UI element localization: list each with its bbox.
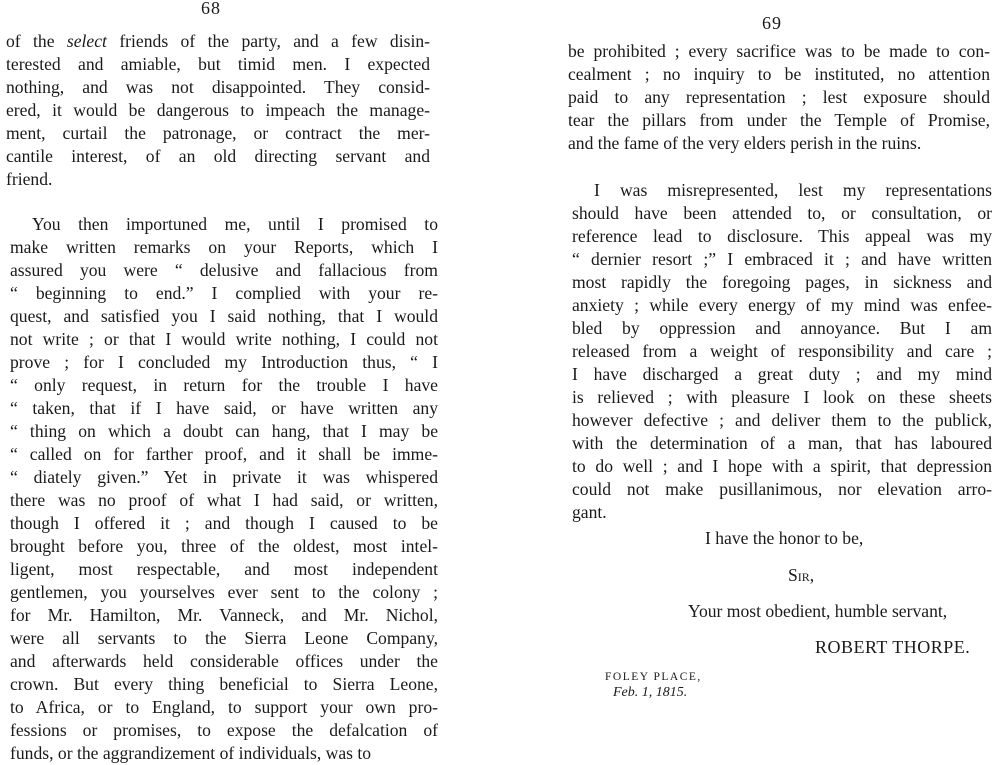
- text-line: quest, and satisfied you I said nothing, that I would: [10, 306, 438, 326]
- text-line: terested and amiable, but timid men. I expected: [6, 54, 430, 74]
- text-line: friend.: [6, 169, 53, 189]
- signature: ROBERT THORPE.: [815, 637, 971, 657]
- text-line: I have discharged a great duty ; and my mind: [572, 364, 992, 384]
- closing-servant: Your most obedient, humble servant,: [688, 601, 948, 621]
- text-line: be prohibited ; every sacrifice was to be made to con-: [568, 41, 990, 61]
- text-line: should have been attended to, or consultation, or: [572, 203, 992, 223]
- text-line: could not make pusillanimous, nor elevation arro-: [572, 479, 992, 499]
- text-line: “ thing on which a doubt can hang, that I may be: [10, 421, 438, 441]
- text-line: crown. But every thing beneficial to Sierra Leone,: [10, 674, 438, 694]
- text-line: released from a weight of responsibility and care ;: [572, 341, 992, 361]
- right-paragraph-1: [568, 40, 990, 155]
- text-line: not write ; or that I would write nothing, I could not: [10, 329, 438, 349]
- text-line: with the determination of a man, that has laboured: [572, 433, 992, 453]
- right-page: [530, 0, 1000, 762]
- text-line: assured you were “ delusive and fallacious from: [10, 260, 438, 280]
- date: Feb. 1, 1815.: [613, 685, 688, 700]
- text-line: ered, it would be dangerous to impeach the manage-: [6, 100, 430, 120]
- left-page: [0, 0, 470, 762]
- text-line: funds, or the aggrandizement of individuals, was to: [10, 743, 372, 763]
- right-paragraph-2: [572, 179, 992, 524]
- text-line: there was no proof of what I had said, or written,: [10, 490, 438, 510]
- closing-honor: I have the honor to be,: [705, 528, 864, 548]
- text-line: anxiety ; while every energy of my mind was enfee-: [572, 295, 992, 315]
- text-line: brought before you, three of the oldest, most intel-: [10, 536, 438, 556]
- text-line: and afterwards held considerable offices under the: [10, 651, 438, 671]
- closing-salutation: Sir,: [788, 565, 815, 585]
- text-line: “ only request, in return for the trouble I have: [10, 375, 438, 395]
- text-line: to Africa, or to England, to support your own pro-: [10, 697, 438, 717]
- text-line: “ diately given.” Yet in private it was whispered: [10, 467, 438, 487]
- text-line: “ beginning to end.” I complied with your re-: [10, 283, 438, 303]
- text-line: cantile interest, of an old directing servant and: [6, 146, 430, 166]
- text-line: were all servants to the Sierra Leone Company,: [10, 628, 438, 648]
- text-line: ment, curtail the patronage, or contract the mer-: [6, 123, 430, 143]
- left-paragraph-1: [6, 30, 430, 191]
- text-line: paid to any representation ; lest exposure should: [568, 87, 990, 107]
- text-line: bled by oppression and annoyance. But I am: [572, 318, 992, 338]
- text-line: “ dernier resort ;” I embraced it ; and have written: [572, 249, 992, 269]
- text-line: and the fame of the very elders perish in the ruins.: [568, 133, 922, 153]
- page-number-right: 69: [762, 13, 782, 33]
- text-line: for Mr. Hamilton, Mr. Vanneck, and Mr. Nichol,: [10, 605, 438, 625]
- text-line: gant.: [572, 502, 607, 522]
- text-line: is relieved ; with pleasure I look on these sheets: [572, 387, 992, 407]
- text-line: though I offered it ; and though I caused to be: [10, 513, 438, 533]
- text-line: make written remarks on your Reports, which I: [10, 237, 438, 257]
- text-line: nothing, and was not disappointed. They consid-: [6, 77, 430, 97]
- text-line: You then importuned me, until I promised to: [32, 214, 438, 234]
- text-line: “ taken, that if I have said, or have written any: [10, 398, 438, 418]
- text-line: reference lead to disclosure. This appeal was my: [572, 226, 992, 246]
- left-paragraph-2: [10, 213, 438, 765]
- text-line: fessions or promises, to expose the defalcation of: [10, 720, 438, 740]
- text-line: tear the pillars from under the Temple of Promise,: [568, 110, 990, 130]
- text-line: cealment ; no inquiry to be instituted, no attention: [568, 64, 990, 84]
- text-line: prove ; for I concluded my Introduction thus, “ I: [10, 352, 438, 372]
- text-line: gentlemen, you yourselves ever sent to the colony ;: [10, 582, 438, 602]
- text-line: of the select friends of the party, and a few disin-: [6, 31, 430, 51]
- text-line: ligent, most respectable, and most independent: [10, 559, 438, 579]
- address: FOLEY PLACE,: [605, 671, 702, 683]
- text-line: I was misrepresented, lest my representations: [594, 180, 992, 200]
- text-line: however defective ; and deliver them to the publick,: [572, 410, 992, 430]
- text-line: most rapidly the foregoing pages, in sickness and: [572, 272, 992, 292]
- text-line: to do well ; and I hope with a spirit, that depression: [572, 456, 992, 476]
- text-line: “ called on for farther proof, and it shall be imme-: [10, 444, 438, 464]
- emphasis-select: select: [66, 31, 107, 51]
- page-number-left: 68: [201, 0, 221, 18]
